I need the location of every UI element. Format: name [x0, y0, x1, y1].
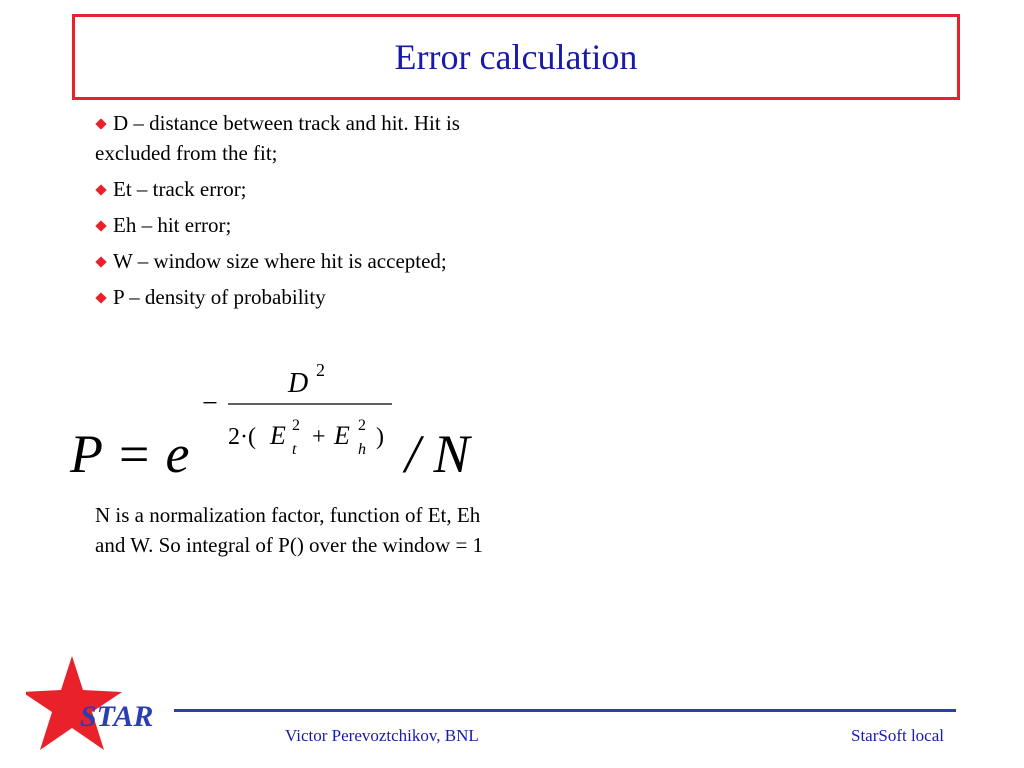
bullet-text: W – window size where hit is accepted;: [113, 249, 447, 273]
bullet-item: [95, 174, 515, 204]
formula-den-suffix: ): [376, 424, 384, 450]
bullet-list: [95, 108, 515, 318]
formula-et-sup: 2: [292, 417, 300, 434]
probability-formula: [0, 340, 520, 500]
bullet-text: D – distance between track and hit. Hit is excluded from the fit;: [95, 111, 460, 165]
formula-tail: / N: [405, 424, 470, 484]
formula-den-prefix: 2·(: [228, 424, 256, 450]
bullet-text: Et – track error;: [113, 177, 247, 201]
formula-numerator-exp: 2: [316, 360, 325, 380]
footer-rule: [174, 709, 956, 712]
formula-eh-sup: 2: [358, 417, 366, 434]
diamond-bullet-icon: [95, 220, 106, 231]
bullet-text: P – density of probability: [113, 285, 326, 309]
diamond-bullet-icon: [95, 118, 106, 129]
bullet-item: [95, 210, 515, 240]
normalization-note: N is a normalization factor, function of Et, Eh and W. So integral of P() over the window = 1: [95, 503, 484, 557]
formula-eh-sub: h: [358, 441, 366, 458]
diamond-bullet-icon: [95, 184, 106, 195]
formula-et: E: [270, 421, 286, 450]
formula-numerator: D: [288, 368, 309, 399]
diamond-bullet-icon: [95, 256, 106, 267]
bullet-item: [95, 282, 515, 312]
title-box: [72, 14, 960, 100]
bullet-item: [95, 108, 515, 168]
bullet-item: [95, 246, 515, 276]
slide-title: Error calculation: [394, 37, 638, 77]
formula-lhs: P = e: [70, 424, 190, 484]
formula-minus: −: [202, 388, 218, 419]
diamond-bullet-icon: [95, 292, 106, 303]
footer-right-text: StarSoft local: [850, 726, 944, 745]
formula-eh: E: [334, 421, 350, 450]
bullet-text: Eh – hit error;: [113, 213, 232, 237]
star-logo-text: STAR: [80, 700, 154, 733]
formula-et-sub: t: [292, 441, 297, 458]
footer-author: Victor Perevoztchikov, BNL: [285, 726, 479, 745]
formula-plus: +: [312, 424, 326, 450]
